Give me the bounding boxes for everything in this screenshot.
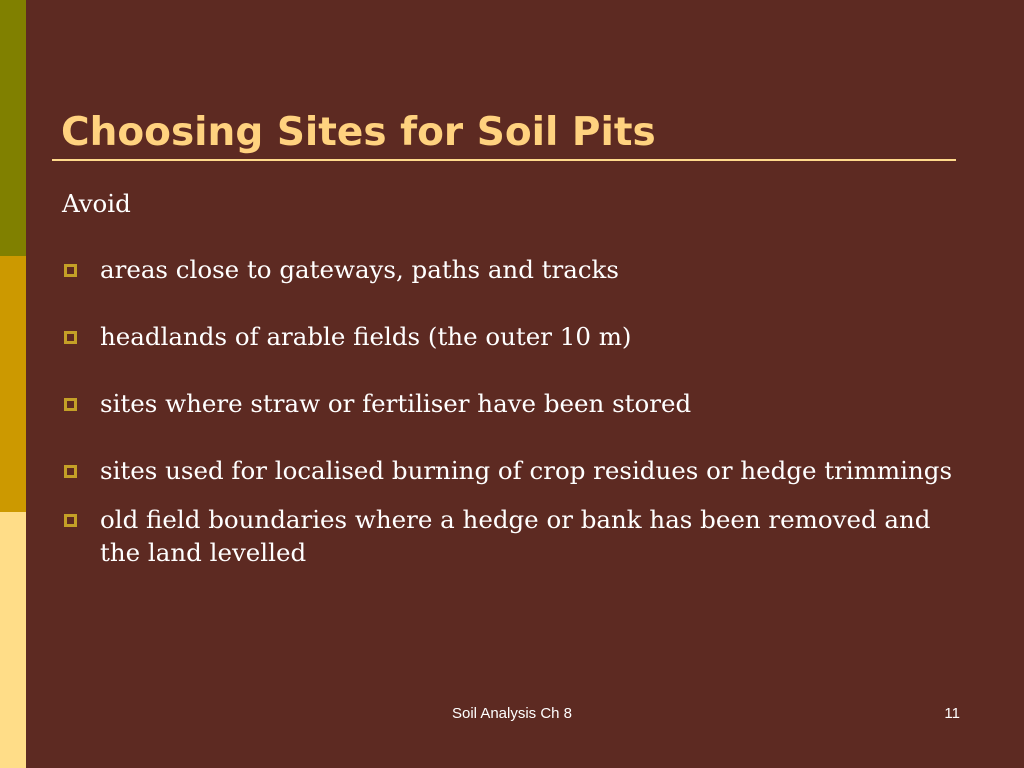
list-item-text-block	[100, 503, 931, 569]
footer-text: Soil Analysis Ch 8	[451, 705, 573, 722]
list-item-text: headlands of arable fields (the outer 10 m)	[100, 322, 632, 351]
list-item	[64, 389, 692, 418]
list-item	[64, 322, 632, 351]
stripe-segment-olive	[0, 0, 26, 256]
title-underline	[52, 159, 956, 161]
stripe-segment-light	[0, 512, 26, 768]
hollow-square-bullet-icon	[64, 331, 77, 344]
page-number: 11	[944, 705, 960, 722]
hollow-square-bullet-icon	[64, 264, 77, 277]
list-item	[64, 456, 953, 485]
hollow-square-bullet-icon	[64, 514, 77, 527]
list-item	[64, 503, 931, 569]
stripe-segment-gold	[0, 256, 26, 512]
slide-title: Choosing Sites for Soil Pits	[61, 110, 656, 155]
hollow-square-bullet-icon	[64, 465, 77, 478]
list-item-text: sites where straw or fertiliser have been stored	[100, 389, 692, 418]
list-item-text-block	[100, 456, 953, 485]
left-accent-stripe	[0, 0, 26, 768]
list-item-text: areas close to gateways, paths and tracks	[100, 255, 619, 284]
hollow-square-bullet-icon	[64, 398, 77, 411]
list-item-text-line-1: old field boundaries where a hedge or bank has been removed and	[100, 505, 931, 534]
list-item-text-block	[100, 389, 692, 418]
intro-text: Avoid	[62, 189, 131, 218]
list-item-text-block	[100, 322, 632, 351]
list-item-text: sites used for localised burning of crop residues or hedge trimmings	[100, 456, 953, 485]
list-item	[64, 255, 619, 284]
list-item-text-line-2: the land levelled	[100, 538, 307, 567]
list-item-text-block	[100, 255, 619, 284]
